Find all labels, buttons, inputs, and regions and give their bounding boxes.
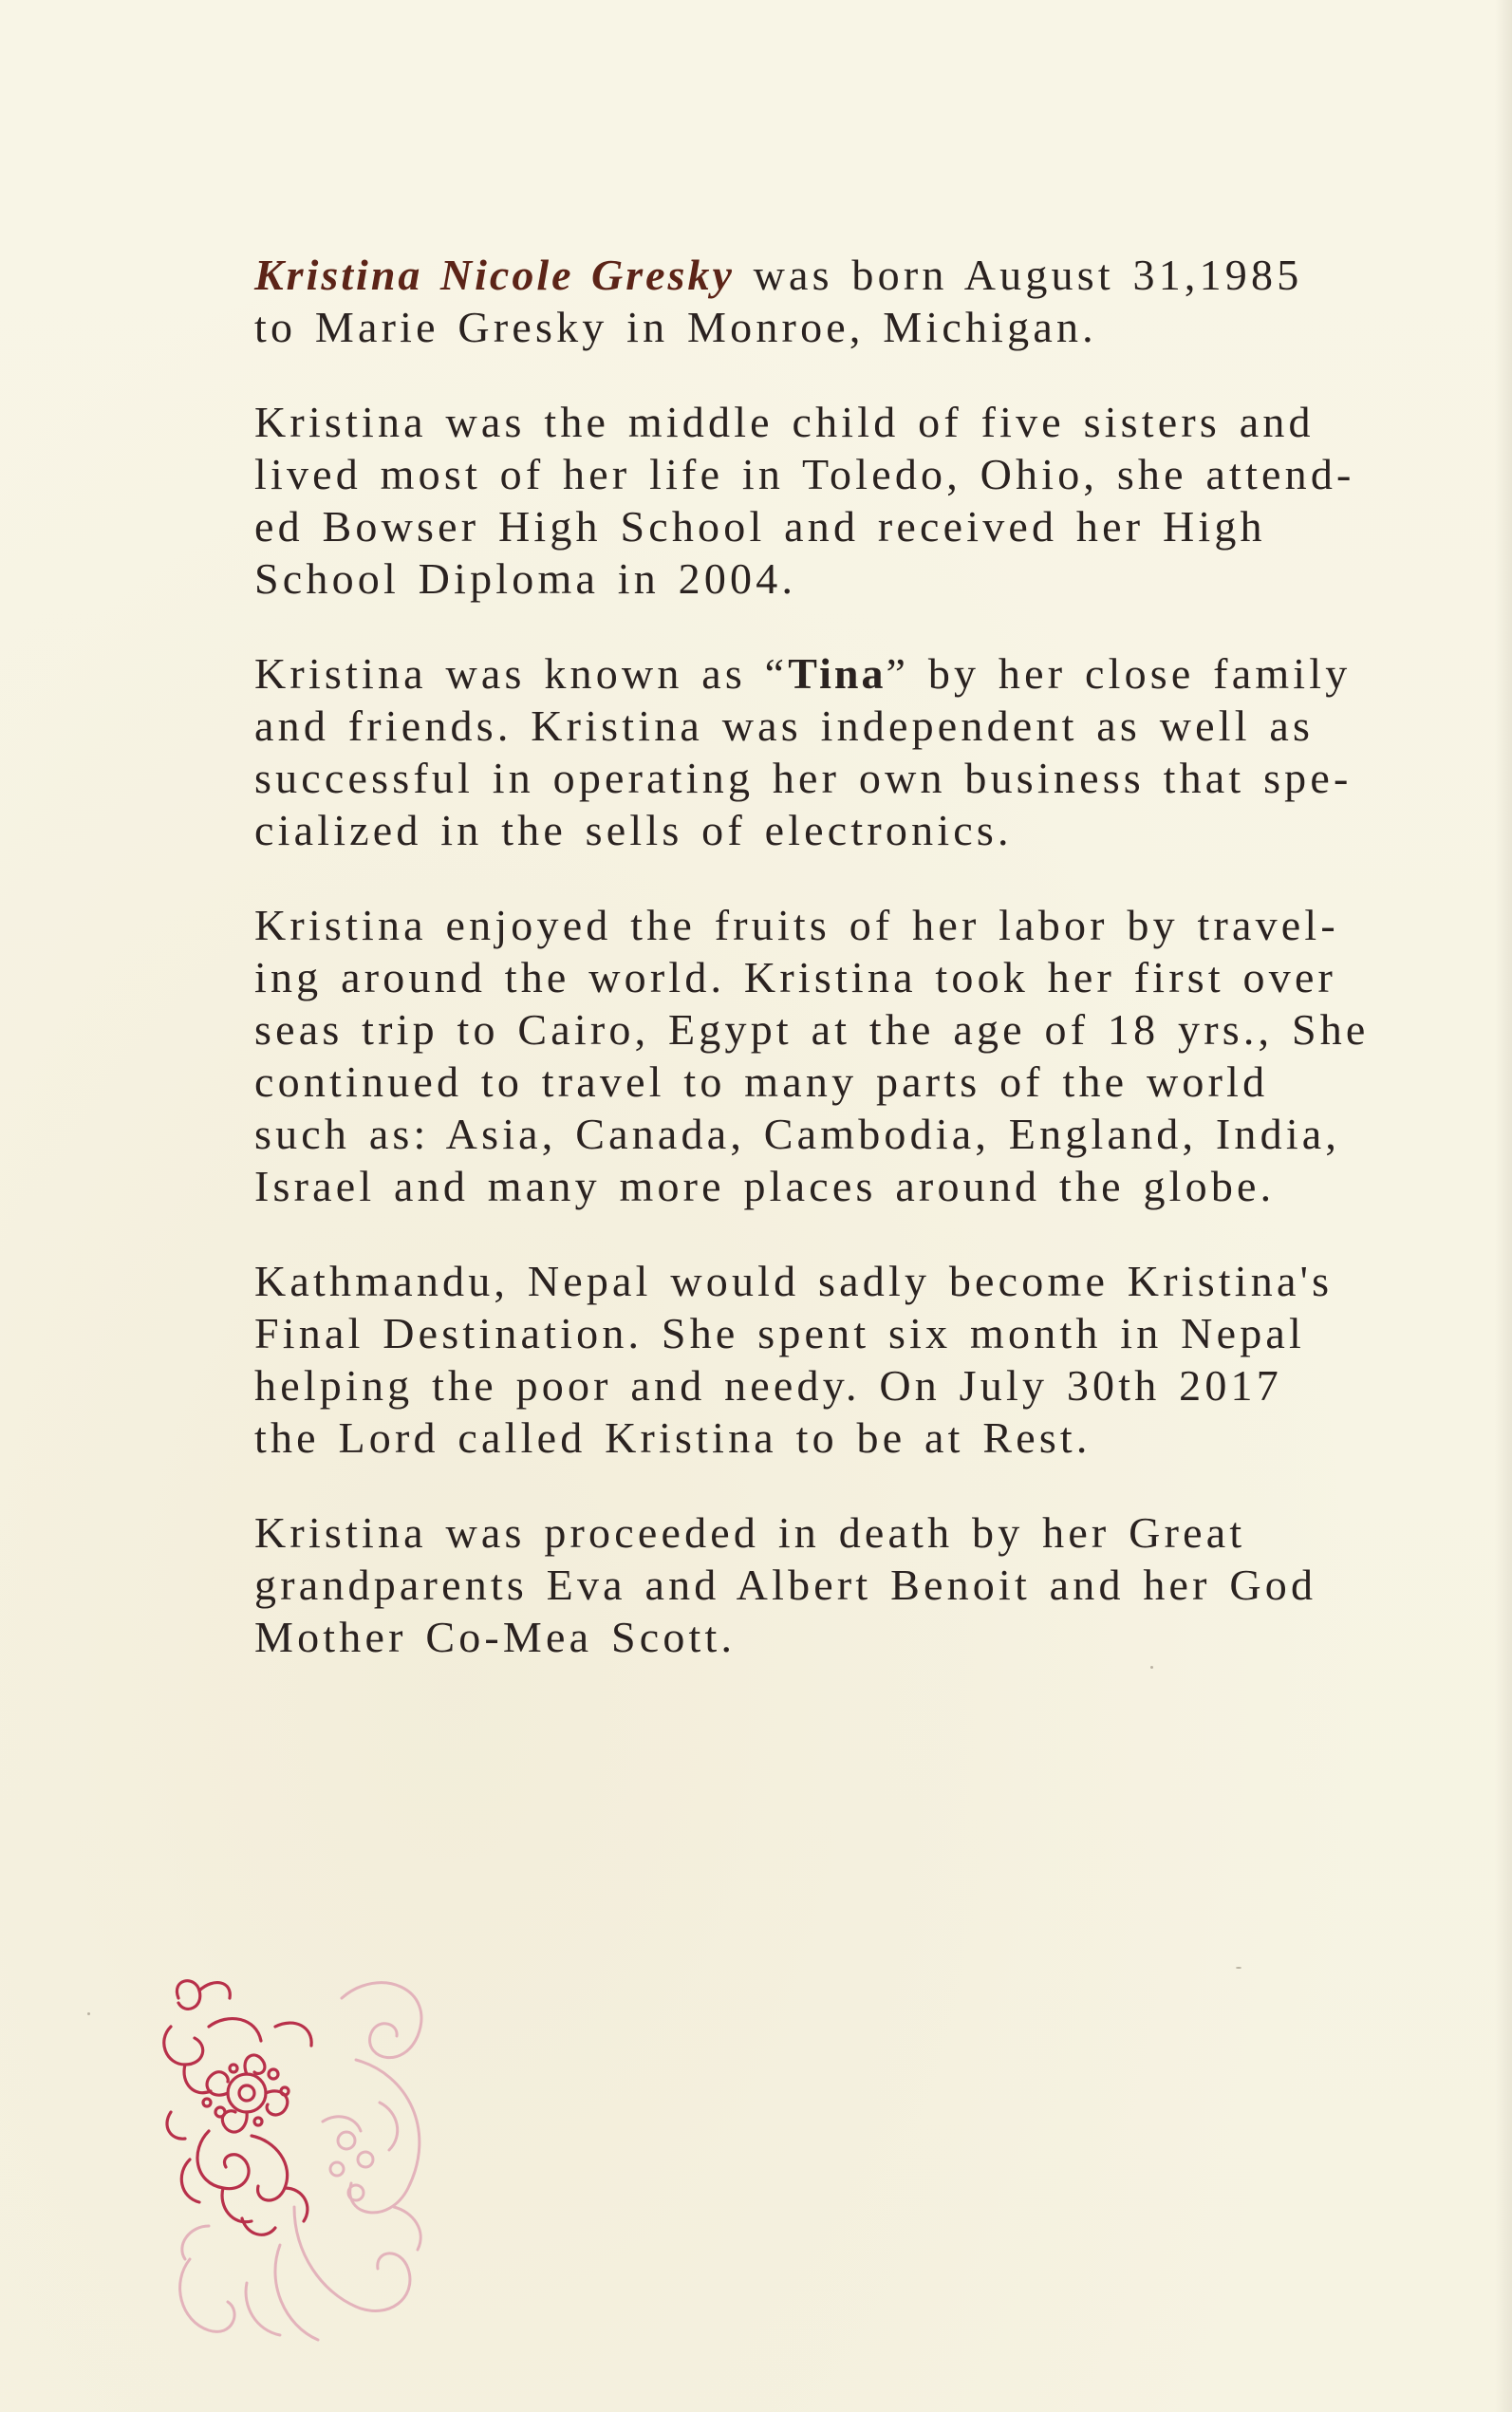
obituary-text — [254, 249, 1460, 1706]
nickname: Tina — [788, 649, 887, 698]
paragraph-childhood: Kristina was the middle child of five sisters and lived most of her life in Toledo, Ohio, she attend- ed Bowser High School and received her High School Diploma in 2004. — [254, 398, 1355, 603]
nickname-trail-text: ” by her close family and friends. Kristina was independent as well as successful in operating her own business that spe- cialized in the sells of electronics. — [254, 649, 1353, 854]
page-edge-shadow — [1495, 0, 1512, 2412]
full-name: Kristina Nicole Gresky — [254, 251, 735, 299]
birth-text: was born August 31,1985 to Marie Gresky in Monroe, Michigan. — [254, 251, 1303, 351]
paragraph-family: Kristina was proceeded in death by her Great grandparents Eva and Albert Benoit and her God Mother Co-Mea Scott. — [254, 1508, 1317, 1661]
floral-ornament-icon — [152, 1970, 475, 2349]
paragraph-nepal: Kathmandu, Nepal would sadly become Kristina's Final Destination. She spent six month in Nepal helping the poor and needy. On July 30th 2017 the Lord called Kristina to be at Rest. — [254, 1257, 1334, 1462]
nickname-lead-text: Kristina was known as “ — [254, 649, 789, 698]
paragraph-birth — [254, 249, 1460, 353]
paper-speck — [1150, 1666, 1153, 1669]
paragraph-travel: Kristina enjoyed the fruits of her labor by travel- ing around the world. Kristina took her first over seas trip to Cairo, Egypt at the age of 18 yrs., She continued to travel to many parts of the world such as: Asia, Canada, Cambodia, England, India, Israel and many more places around the globe. — [254, 901, 1370, 1210]
paragraph-nickname — [254, 647, 1460, 856]
paper-speck — [87, 2012, 90, 2015]
paper-speck — [1236, 1967, 1241, 1969]
